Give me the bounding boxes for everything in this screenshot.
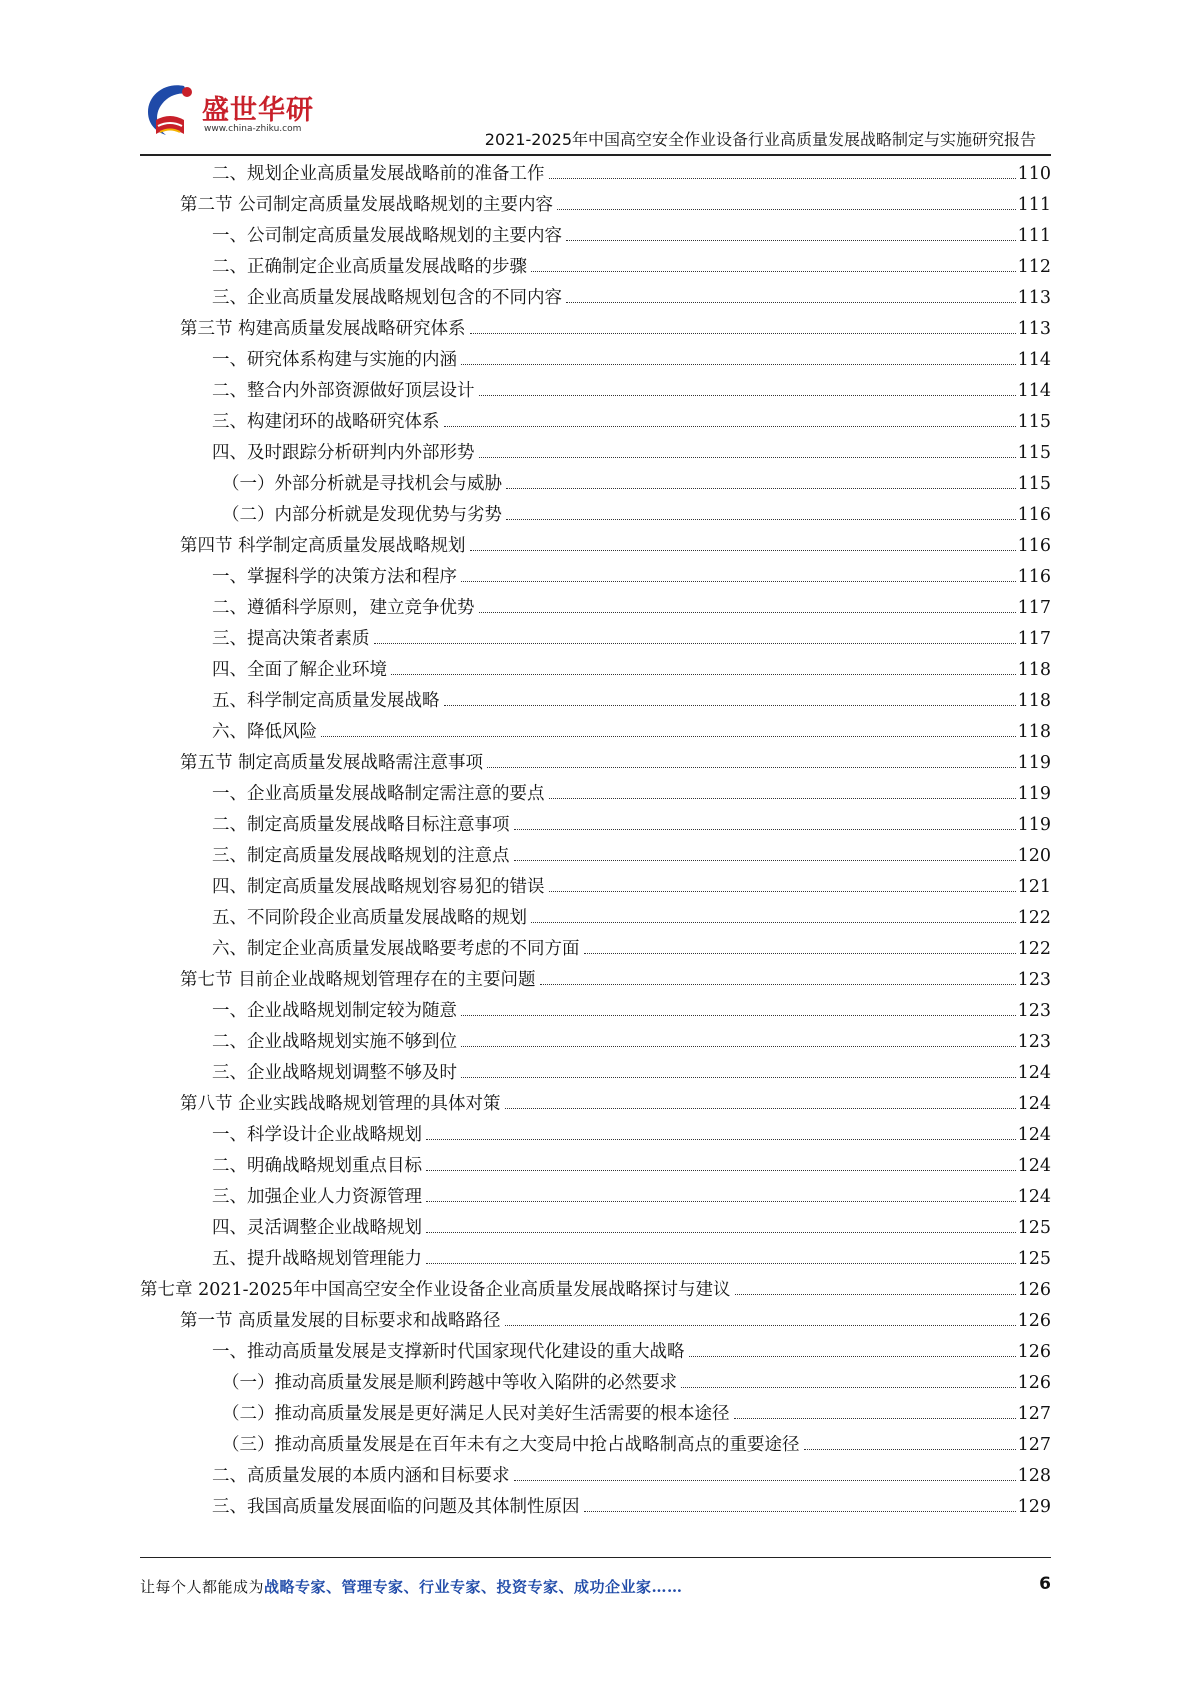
toc-entry-page: 122 [1017, 908, 1051, 928]
toc-entry-title: 五、不同阶段企业高质量发展战略的规划 [212, 908, 527, 928]
toc-entry-title: 六、降低风险 [212, 722, 317, 742]
toc-dot-leader [549, 798, 1016, 799]
toc-entry-title: （一）外部分析就是寻找机会与威胁 [222, 474, 502, 494]
toc-dot-leader [374, 643, 1016, 644]
toc-entry-page: 128 [1017, 1466, 1051, 1486]
toc-entry-page: 123 [1017, 970, 1051, 990]
toc-entry-title: 二、制定高质量发展战略目标注意事项 [212, 815, 510, 835]
toc-entry-page: 118 [1017, 691, 1051, 711]
toc-entry-title: 第八节 企业实践战略规划管理的具体对策 [180, 1094, 501, 1114]
toc-entry-title: （二）推动高质量发展是更好满足人民对美好生活需要的根本途径 [222, 1404, 730, 1424]
toc-dot-leader [531, 271, 1016, 272]
toc-entry-title: 三、制定高质量发展战略规划的注意点 [212, 846, 510, 866]
toc-entry-page: 126 [1017, 1280, 1051, 1300]
toc-dot-leader [461, 1046, 1016, 1047]
toc-entry-page: 117 [1017, 629, 1051, 649]
toc-dot-leader [470, 333, 1016, 334]
toc-dot-leader [444, 705, 1016, 706]
toc-entry-title: （二）内部分析就是发现优势与劣势 [222, 505, 502, 525]
toc-entry-title: 三、企业高质量发展战略规划包含的不同内容 [212, 288, 562, 308]
toc-entry-page: 113 [1017, 319, 1051, 339]
toc-entry-page: 124 [1017, 1156, 1051, 1176]
toc-entry[interactable] [212, 717, 1051, 748]
toc-entry-title: 一、公司制定高质量发展战略规划的主要内容 [212, 226, 562, 246]
toc-entry[interactable] [212, 562, 1051, 593]
toc-dot-leader [734, 1418, 1016, 1419]
toc-entry-page: 111 [1017, 195, 1051, 215]
toc-dot-leader [584, 953, 1016, 954]
toc-entry-title: 六、制定企业高质量发展战略要考虑的不同方面 [212, 939, 580, 959]
toc-entry-page: 120 [1017, 846, 1051, 866]
toc-dot-leader [426, 1170, 1016, 1171]
toc-entry-title: 三、企业战略规划调整不够及时 [212, 1063, 457, 1083]
toc-entry-page: 124 [1017, 1125, 1051, 1145]
toc-entry-page: 124 [1017, 1187, 1051, 1207]
toc-entry-page: 115 [1017, 474, 1051, 494]
toc-entry-title: 二、遵循科学原则，建立竞争优势 [212, 598, 475, 618]
toc-dot-leader [461, 1015, 1016, 1016]
toc-dot-leader [461, 581, 1016, 582]
toc-entry-page: 129 [1017, 1497, 1051, 1517]
toc-dot-leader [505, 1325, 1016, 1326]
toc-entry-title: 四、全面了解企业环境 [212, 660, 387, 680]
toc-entry-page: 126 [1017, 1342, 1051, 1362]
toc-dot-leader [461, 1077, 1016, 1078]
toc-entry-title: 第一节 高质量发展的目标要求和战略路径 [180, 1311, 501, 1331]
toc-dot-leader [461, 364, 1016, 365]
toc-entry-page: 127 [1017, 1435, 1051, 1455]
toc-dot-leader [426, 1201, 1016, 1202]
toc-entry[interactable] [212, 655, 1051, 686]
toc-dot-leader [514, 829, 1016, 830]
toc-entry-page: 119 [1017, 753, 1051, 773]
toc-entry[interactable] [212, 283, 1051, 314]
toc-entry-page: 116 [1017, 505, 1051, 525]
page-header [0, 0, 1191, 160]
footer-divider [140, 1557, 1051, 1558]
toc-entry[interactable] [212, 1244, 1051, 1275]
toc-entry-title: 五、提升战略规划管理能力 [212, 1249, 422, 1269]
header-divider [140, 154, 1051, 156]
toc-entry-title: 四、制定高质量发展战略规划容易犯的错误 [212, 877, 545, 897]
toc-dot-leader [321, 736, 1016, 737]
toc-entry[interactable] [212, 1492, 1051, 1523]
toc-dot-leader [584, 1511, 1016, 1512]
toc-entry[interactable] [180, 190, 1051, 221]
toc-entry[interactable] [212, 810, 1051, 841]
toc-entry-page: 123 [1017, 1032, 1051, 1052]
toc-entry[interactable] [180, 1089, 1051, 1120]
toc-entry[interactable] [212, 903, 1051, 934]
toc-entry[interactable] [212, 407, 1051, 438]
toc-entry[interactable] [212, 1058, 1051, 1089]
toc-entry[interactable] [212, 1213, 1051, 1244]
toc-dot-leader [479, 395, 1016, 396]
toc-dot-leader [444, 426, 1016, 427]
logo-emblem-icon [140, 80, 200, 142]
toc-entry-title: 一、研究体系构建与实施的内涵 [212, 350, 457, 370]
toc-entry[interactable] [212, 345, 1051, 376]
toc-dot-leader [689, 1356, 1016, 1357]
toc-entry[interactable] [222, 1368, 1051, 1399]
toc-dot-leader [735, 1294, 1016, 1295]
toc-entry[interactable] [140, 1275, 1051, 1306]
toc-dot-leader [487, 767, 1016, 768]
toc-dot-leader [506, 519, 1016, 520]
toc-dot-leader [426, 1263, 1016, 1264]
footer-slogan-prefix: 让每个人都能成为 [140, 1578, 265, 1596]
toc-entry[interactable] [212, 686, 1051, 717]
toc-entry[interactable] [180, 965, 1051, 996]
toc-entry-page: 111 [1017, 226, 1051, 246]
toc-entry[interactable] [180, 314, 1051, 345]
footer-slogan-highlight: 战略专家、管理专家、行业专家、投资专家、成功企业家…… [264, 1578, 683, 1596]
toc-entry-title: 一、企业高质量发展战略制定需注意的要点 [212, 784, 545, 804]
toc-entry-page: 127 [1017, 1404, 1051, 1424]
toc-entry-page: 124 [1017, 1063, 1051, 1083]
toc-entry[interactable] [222, 500, 1051, 531]
toc-entry-page: 126 [1017, 1311, 1051, 1331]
toc-dot-leader [549, 178, 1016, 179]
toc-entry-page: 124 [1017, 1094, 1051, 1114]
toc-entry-page: 122 [1017, 939, 1051, 959]
toc-entry-title: 二、整合内外部资源做好顶层设计 [212, 381, 475, 401]
toc-dot-leader [540, 984, 1016, 985]
toc-entry[interactable] [212, 376, 1051, 407]
toc-entry-title: 三、提高决策者素质 [212, 629, 370, 649]
toc-entry-title: 第七章 2021-2025年中国高空安全作业设备企业高质量发展战略探讨与建议 [140, 1280, 731, 1300]
toc-entry[interactable] [222, 469, 1051, 500]
toc-entry-page: 114 [1017, 350, 1051, 370]
toc-dot-leader [804, 1449, 1016, 1450]
toc-entry-title: 三、我国高质量发展面临的问题及其体制性原因 [212, 1497, 580, 1517]
toc-entry-title: 二、明确战略规划重点目标 [212, 1156, 422, 1176]
toc-entry-page: 126 [1017, 1373, 1051, 1393]
toc-dot-leader [426, 1139, 1016, 1140]
toc-entry-page: 115 [1017, 412, 1051, 432]
toc-entry-title: 第四节 科学制定高质量发展战略规划 [180, 536, 466, 556]
logo-name: 盛世华研 [202, 95, 314, 126]
toc-entry-title: 二、企业战略规划实施不够到位 [212, 1032, 457, 1052]
toc-entry-page: 125 [1017, 1218, 1051, 1238]
toc-entry-page: 118 [1017, 660, 1051, 680]
toc-entry[interactable] [212, 872, 1051, 903]
toc-entry-title: 第七节 目前企业战略规划管理存在的主要问题 [180, 970, 536, 990]
toc-entry-title: 一、科学设计企业战略规划 [212, 1125, 422, 1145]
toc-entry[interactable] [212, 841, 1051, 872]
logo-url: www.china-zhiku.com [204, 124, 302, 134]
toc-entry[interactable] [180, 748, 1051, 779]
toc-dot-leader [566, 240, 1016, 241]
toc-entry-title: 一、企业战略规划制定较为随意 [212, 1001, 457, 1021]
toc-entry-page: 117 [1017, 598, 1051, 618]
footer-slogan [140, 1576, 683, 1597]
toc-entry-title: 二、高质量发展的本质内涵和目标要求 [212, 1466, 510, 1486]
toc-entry[interactable] [212, 1461, 1051, 1492]
toc-entry-title: 二、正确制定企业高质量发展战略的步骤 [212, 257, 527, 277]
toc-entry-title: 三、构建闭环的战略研究体系 [212, 412, 440, 432]
toc-entry-page: 116 [1017, 567, 1051, 587]
company-logo [140, 80, 340, 150]
toc-dot-leader [681, 1387, 1016, 1388]
toc-entry-page: 118 [1017, 722, 1051, 742]
toc-entry-title: 第三节 构建高质量发展战略研究体系 [180, 319, 466, 339]
toc-entry-title: 一、掌握科学的决策方法和程序 [212, 567, 457, 587]
toc-dot-leader [531, 922, 1016, 923]
toc-entry-page: 110 [1017, 164, 1051, 184]
toc-dot-leader [479, 457, 1016, 458]
toc-dot-leader [557, 209, 1016, 210]
toc-entry[interactable] [212, 1027, 1051, 1058]
report-title: 2021-2025年中国高空安全作业设备行业高质量发展战略制定与实施研究报告 [484, 130, 1036, 149]
toc-entry[interactable] [212, 438, 1051, 469]
toc-entry-page: 115 [1017, 443, 1051, 463]
toc-dot-leader [506, 488, 1016, 489]
toc-entry-page: 119 [1017, 815, 1051, 835]
toc-entry-title: （一）推动高质量发展是顺利跨越中等收入陷阱的必然要求 [222, 1373, 677, 1393]
toc-entry-title: 第二节 公司制定高质量发展战略规划的主要内容 [180, 195, 554, 215]
toc-entry[interactable] [212, 1182, 1051, 1213]
toc-entry[interactable] [212, 159, 1051, 190]
toc-entry[interactable] [222, 1399, 1051, 1430]
toc-entry[interactable] [212, 1151, 1051, 1182]
toc-entry-title: 二、规划企业高质量发展战略前的准备工作 [212, 164, 545, 184]
toc-dot-leader [514, 1480, 1016, 1481]
toc-entry-title: 三、加强企业人力资源管理 [212, 1187, 422, 1207]
toc-dot-leader [566, 302, 1016, 303]
toc-dot-leader [426, 1232, 1016, 1233]
toc-entry[interactable] [212, 1337, 1051, 1368]
toc-dot-leader [549, 891, 1016, 892]
toc-entry[interactable] [180, 1306, 1051, 1337]
toc-entry[interactable] [222, 1430, 1051, 1461]
toc-entry-title: （三）推动高质量发展是在百年未有之大变局中抢占战略制高点的重要途径 [222, 1435, 800, 1455]
toc-dot-leader [470, 550, 1016, 551]
toc-entry[interactable] [212, 252, 1051, 283]
toc-entry-page: 114 [1017, 381, 1051, 401]
toc-entry-page: 121 [1017, 877, 1051, 897]
toc-entry[interactable] [212, 593, 1051, 624]
toc-entry[interactable] [212, 624, 1051, 655]
toc-entry[interactable] [212, 934, 1051, 965]
toc-entry[interactable] [180, 531, 1051, 562]
toc-entry-page: 119 [1017, 784, 1051, 804]
toc-dot-leader [505, 1108, 1016, 1109]
toc-dot-leader [514, 860, 1016, 861]
toc-entry-title: 一、推动高质量发展是支撑新时代国家现代化建设的重大战略 [212, 1342, 685, 1362]
page-number: 6 [1039, 1574, 1051, 1594]
toc-entry-page: 125 [1017, 1249, 1051, 1269]
toc-entry-page: 123 [1017, 1001, 1051, 1021]
toc-entry-title: 四、及时跟踪分析研判内外部形势 [212, 443, 475, 463]
toc-dot-leader [479, 612, 1016, 613]
toc-entry-title: 第五节 制定高质量发展战略需注意事项 [180, 753, 484, 773]
toc-entry[interactable] [212, 779, 1051, 810]
toc-entry-title: 五、科学制定高质量发展战略 [212, 691, 440, 711]
toc-dot-leader [391, 674, 1016, 675]
toc-entry[interactable] [212, 221, 1051, 252]
toc-entry-page: 113 [1017, 288, 1051, 308]
toc-entry[interactable] [212, 1120, 1051, 1151]
toc-entry-page: 116 [1017, 536, 1051, 556]
toc-entry[interactable] [212, 996, 1051, 1027]
toc-entry-title: 四、灵活调整企业战略规划 [212, 1218, 422, 1238]
toc-entry-page: 112 [1017, 257, 1051, 277]
